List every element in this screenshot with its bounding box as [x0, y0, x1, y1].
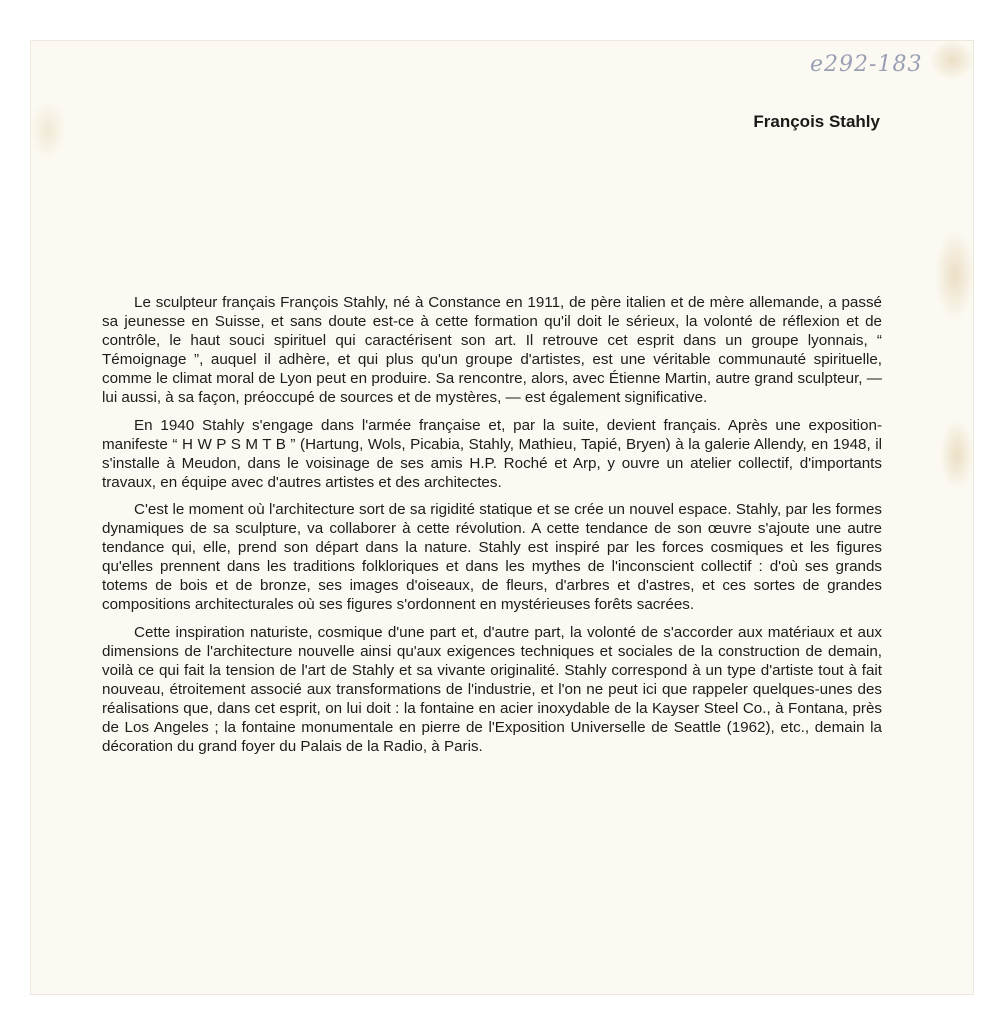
document-page: [30, 40, 974, 995]
paragraph-1: Le sculpteur français François Stahly, né à Constance en 1911, de père italien et de mère allemande, a passé sa jeunesse en Suisse, et sans doute est-ce à cette formation qu'il doit le sérieux, la volonté de réflexion et de contrôle, le haut souci spirituel qui caractérisent son art. Il retrouve cet esprit dans un groupe lyonnais, “ Témoignage ”, auquel il adhère, et qui plus qu'un groupe d'artistes, est une véritable communauté spirituelle, comme le climat moral de Lyon peut en produire. Sa rencontre, alors, avec Étienne Martin, autre grand sculpteur, — lui aussi, à sa façon, préoccupé de sources et de mystères, — est également significative.: [102, 294, 882, 407]
paragraph-3: C'est le moment où l'architecture sort de sa rigidité statique et se crée un nouvel espace. Stahly, par les formes dynamiques de sa sculpture, va collaborer à cette révolution. A cette tendance de son œuvre s'ajoute une autre tendance qui, elle, prend son départ dans la nature. Stahly est inspiré par les forces cosmiques et les figures qu'elles prennent dans les traditions folkloriques et dans les mythes de l'inconscient collectif : d'où ses grands totems de bois et de bronze, ses images d'oiseaux, de fleurs, d'arbres et d'astres, et ces sortes de grandes compositions architecturales où ses figures s'ordonnent en mystérieuses forêts sacrées.: [102, 500, 882, 614]
paragraph-2: En 1940 Stahly s'engage dans l'armée française et, par la suite, devient français. Après une exposition-manifeste “ H W P S M T B ” (Hartung, Wols, Picabia, Stahly, Mathieu, Tapié, Bryen) à la galerie Allendy, en 1948, il s'installe à Meudon, dans le voisinage de ses amis H.P. Roché et Arp, y ouvre un atelier collectif, d'importants travaux, en équipe avec d'autres artistes et des architectes.: [102, 416, 882, 491]
document-body: [102, 293, 882, 764]
paper-stain: [940, 420, 974, 490]
paper-stain: [930, 40, 974, 80]
handwritten-reference-number: e292-183: [810, 52, 923, 77]
paper-stain: [30, 100, 66, 160]
paragraph-4: Cette inspiration naturiste, cosmique d'une part et, d'autre part, la volonté de s'accorder aux matériaux et aux dimensions de l'architecture nouvelle ainsi qu'aux exigences techniques et sociales de la construction de demain, voilà ce qui fait la tension de l'art de Stahly et sa vivante originalité. Stahly correspond à un type d'artiste tout à fait nouveau, étroitement associé aux transformations de l'industrie, et l'on ne peut ici que rappeler quelques-unes des réalisations que, dans cet esprit, on lui doit : la fontaine en acier inoxydable de la Kayser Steel Co., à Fontana, près de Los Angeles ; la fontaine monumentale en pierre de l'Exposition Universelle de Seattle (1962), etc., demain la décoration du grand foyer du Palais de la Radio, à Paris.: [102, 623, 882, 756]
document-title: François Stahly: [753, 112, 880, 131]
paper-stain: [935, 230, 975, 320]
